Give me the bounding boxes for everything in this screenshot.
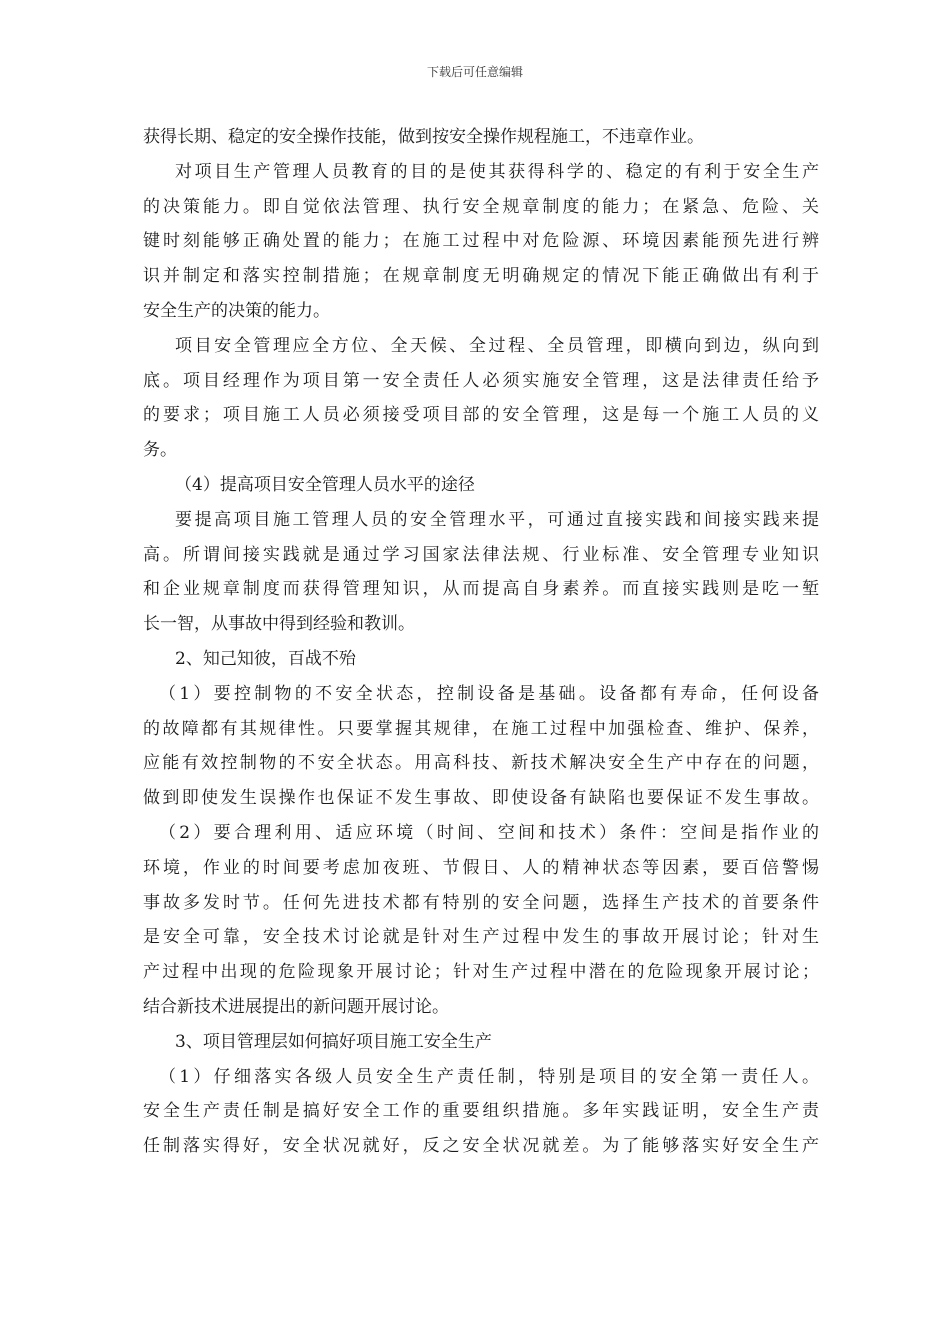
text-line: 3、项目管理层如何搞好项目施工安全生产 (175, 1031, 492, 1052)
text-line: 安全生产的决策的能力。 (143, 300, 330, 321)
text-line: 应能有效控制物的不安全状态。用高科技、新技术解决安全生产中存在的问题， (143, 753, 819, 774)
text-line: 任制落实得好，安全状况就好，反之安全状况就差。为了能够落实好安全生产 (143, 1136, 819, 1157)
text-line: 的决策能力。即自觉依法管理、执行安全规章制度的能力；在紧急、危险、关 (143, 196, 819, 217)
text-line: （1）要控制物的不安全状态，控制设备是基础。设备都有寿命，任何设备 (159, 683, 819, 704)
text-line: 2、知己知彼，百战不殆 (175, 648, 356, 669)
text-line: （4）提高项目安全管理人员水平的途径 (175, 474, 475, 495)
text-line: 高。所谓间接实践就是通过学习国家法律法规、行业标准、安全管理专业知识 (143, 544, 819, 565)
text-line: 底。项目经理作为项目第一安全责任人必须实施安全管理，这是法律责任给予 (143, 370, 819, 391)
text-line: 对项目生产管理人员教育的目的是使其获得科学的、稳定的有利于安全生产 (175, 161, 819, 182)
text-line: 事故多发时节。任何先进技术都有特别的安全问题，选择生产技术的首要条件 (143, 892, 819, 913)
text-line: 获得长期、稳定的安全操作技能，做到按安全操作规程施工，不违章作业。 (143, 127, 704, 147)
text-line: 要提高项目施工管理人员的安全管理水平，可通过直接实践和间接实践来提 (175, 509, 819, 530)
text-line: 结合新技术进展提出的新问题开展讨论。 (143, 996, 449, 1017)
text-line: （1）仔细落实各级人员安全生产责任制，特别是项目的安全第一责任人。 (159, 1066, 819, 1087)
text-line: 键时刻能够正确处置的能力；在施工过程中对危险源、环境因素能预先进行辨 (143, 231, 819, 252)
text-line: 做到即使发生误操作也保证不发生事故、即使设备有缺陷也要保证不发生事故。 (143, 788, 819, 809)
text-line: 项目安全管理应全方位、全天候、全过程、全员管理，即横向到边，纵向到 (175, 335, 819, 356)
text-line: 务。 (143, 440, 177, 461)
text-line: 长一智，从事故中得到经验和教训。 (143, 614, 415, 635)
text-line: 环境，作业的时间要考虑加夜班、节假日、人的精神状态等因素，要百倍警惕 (143, 857, 819, 878)
body-text (143, 120, 819, 1164)
text-line: 的故障都有其规律性。只要掌握其规律，在施工过程中加强检查、维护、保养， (143, 718, 819, 739)
page-header: 下载后可任意编辑 (426, 65, 523, 79)
text-line: 是安全可靠，安全技术讨论就是针对生产过程中发生的事故开展讨论；针对生 (143, 927, 819, 948)
text-line: 和企业规章制度而获得管理知识，从而提高自身素养。而直接实践则是吃一堑 (143, 579, 819, 600)
text-line: （2）要合理利用、适应环境（时间、空间和技术）条件：空间是指作业的 (159, 822, 819, 843)
text-line: 识并制定和落实控制措施；在规章制度无明确规定的情况下能正确做出有利于 (143, 266, 819, 287)
text-line: 安全生产责任制是搞好安全工作的重要组织措施。多年实践证明，安全生产责 (143, 1101, 819, 1122)
text-line: 的要求；项目施工人员必须接受项目部的安全管理，这是每一个施工人员的义 (143, 405, 819, 426)
text-line: 产过程中出现的危险现象开展讨论；针对生产过程中潜在的危险现象开展讨论； (143, 962, 819, 983)
